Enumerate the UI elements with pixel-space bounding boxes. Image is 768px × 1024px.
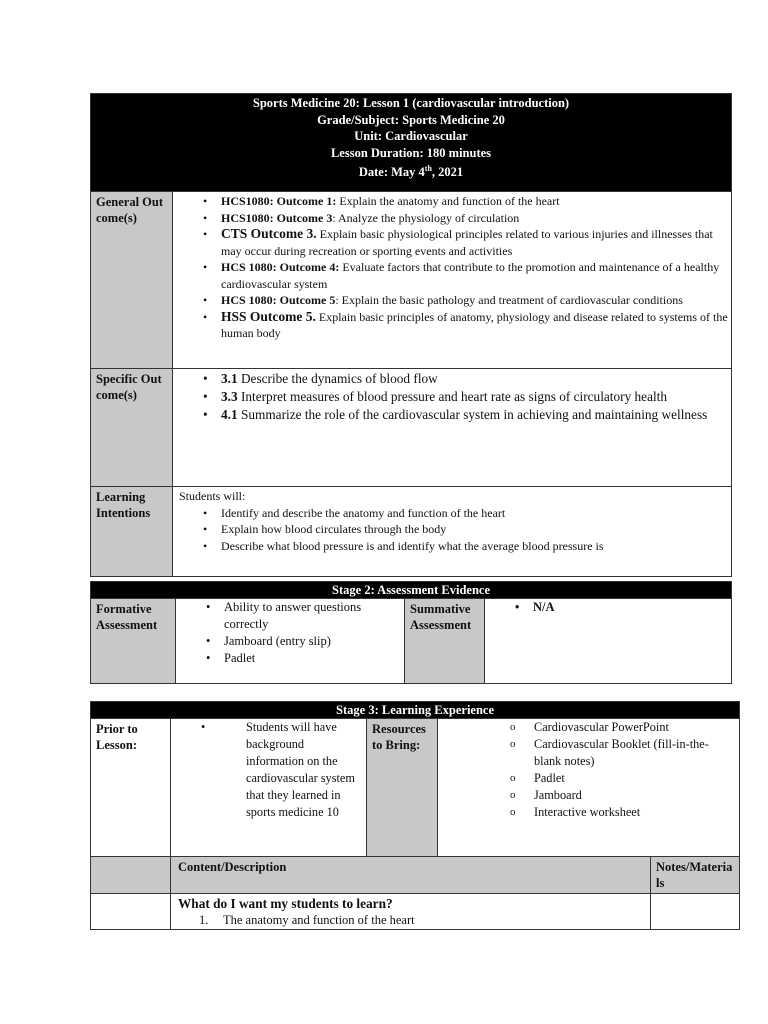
list-item: o Padlet (438, 770, 731, 787)
stage2-header: Stage 2: Assessment Evidence (91, 582, 732, 599)
prior-to-lesson-label: Prior to Lesson: (91, 719, 171, 857)
list-item: • HSS Outcome 5. Explain basic principles of anatomy, physiology and disease related to systems of the human body (173, 309, 731, 342)
content-cell (171, 894, 651, 930)
learning-experience-table (90, 701, 740, 930)
list-item: o Cardiovascular PowerPoint (438, 719, 731, 736)
lesson-overview-table (90, 93, 732, 577)
prior-to-lesson-cell (171, 719, 367, 857)
assessment-evidence-table (90, 581, 732, 684)
prior-list (171, 719, 366, 821)
list-item: 1. The anatomy and function of the heart (171, 912, 643, 928)
lesson-title: Sports Medicine 20: Lesson 1 (cardiovascular introduction) (252, 96, 570, 110)
summative-assessment-cell (485, 599, 732, 684)
list-item: • Explain how blood circulates through the body (173, 521, 725, 538)
formative-assessment-cell (176, 599, 405, 684)
specific-outcomes-list (173, 370, 731, 424)
list-item: • Students will have background information on the cardiovascular system that they learned in sports medicine 10 (171, 719, 366, 821)
notes-materials-header: Notes/Materials (651, 857, 740, 894)
learning-intentions-label: Learning Intentions (91, 487, 173, 577)
list-item: • Jamboard (entry slip) (176, 633, 404, 650)
list-item: • HCS1080: Outcome 1: Explain the anatomy and function of the heart (173, 193, 731, 210)
list-item: • HCS 1080: Outcome 4: Evaluate factors that contribute to the promotion and maintenance of a healthy cardiovascular system (173, 259, 731, 292)
list-item: o Jamboard (438, 787, 731, 804)
specific-outcomes-cell (173, 369, 732, 487)
list-item: • Identify and describe the anatomy and function of the heart (173, 505, 725, 522)
students-will-label: Students will: (179, 489, 246, 503)
formative-list (176, 599, 404, 667)
list-item: • Padlet (176, 650, 404, 667)
resources-label: Resources to Bring: (367, 719, 438, 857)
lesson-duration: Lesson Duration: 180 minutes (330, 145, 492, 160)
list-item: • CTS Outcome 3. Explain basic physiological principles related to various injuries and illnesses that may occur during recreation or sporting events and activities (173, 226, 731, 259)
list-item: • HCS 1080: Outcome 5: Explain the basic pathology and treatment of cardiovascular conditions (173, 292, 731, 309)
specific-outcomes-label: Specific Outcome(s) (91, 369, 173, 487)
list-item: • 3.3 Interpret measures of blood pressure and heart rate as signs of circulatory health (173, 388, 731, 406)
list-item: • 4.1 Summarize the role of the cardiovascular system in achieving and maintaining wellness (173, 406, 731, 424)
grade-subject: Grade/Subject: Sports Medicine 20 (317, 112, 505, 127)
list-item: • HCS1080: Outcome 3: Analyze the physiology of circulation (173, 210, 731, 227)
general-outcomes-cell (173, 192, 732, 369)
list-item: o Cardiovascular Booklet (fill-in-the-blank notes) (438, 736, 731, 770)
blank-row-cell (91, 894, 171, 930)
resources-list (438, 719, 739, 821)
learning-intentions-list (173, 505, 725, 555)
unit: Unit: Cardiovascular (354, 129, 468, 143)
resources-cell (438, 719, 740, 857)
learn-list (171, 912, 643, 928)
blank-header-cell (91, 857, 171, 894)
list-item: • Ability to answer questions correctly (176, 599, 404, 633)
notes-cell (651, 894, 740, 930)
list-item: • N/A (485, 599, 731, 616)
lesson-header (91, 94, 732, 192)
content-description-header: Content/Description (171, 857, 651, 894)
general-outcomes-list (173, 193, 731, 342)
list-item: • 3.1 Describe the dynamics of blood flow (173, 370, 731, 388)
summative-list (485, 599, 731, 616)
list-item: o Interactive worksheet (438, 804, 731, 821)
list-item: • Describe what blood pressure is and identify what the average blood pressure is (173, 538, 725, 555)
summative-assessment-label: Summative Assessment (405, 599, 485, 684)
stage3-header: Stage 3: Learning Experience (91, 702, 740, 719)
general-outcomes-label: General Outcome(s) (91, 192, 173, 369)
learning-question: What do I want my students to learn? (178, 896, 393, 911)
formative-assessment-label: Formative Assessment (91, 599, 176, 684)
learning-intentions-cell (173, 487, 732, 577)
lesson-date: Date: May 4th, 2021 (358, 164, 464, 180)
